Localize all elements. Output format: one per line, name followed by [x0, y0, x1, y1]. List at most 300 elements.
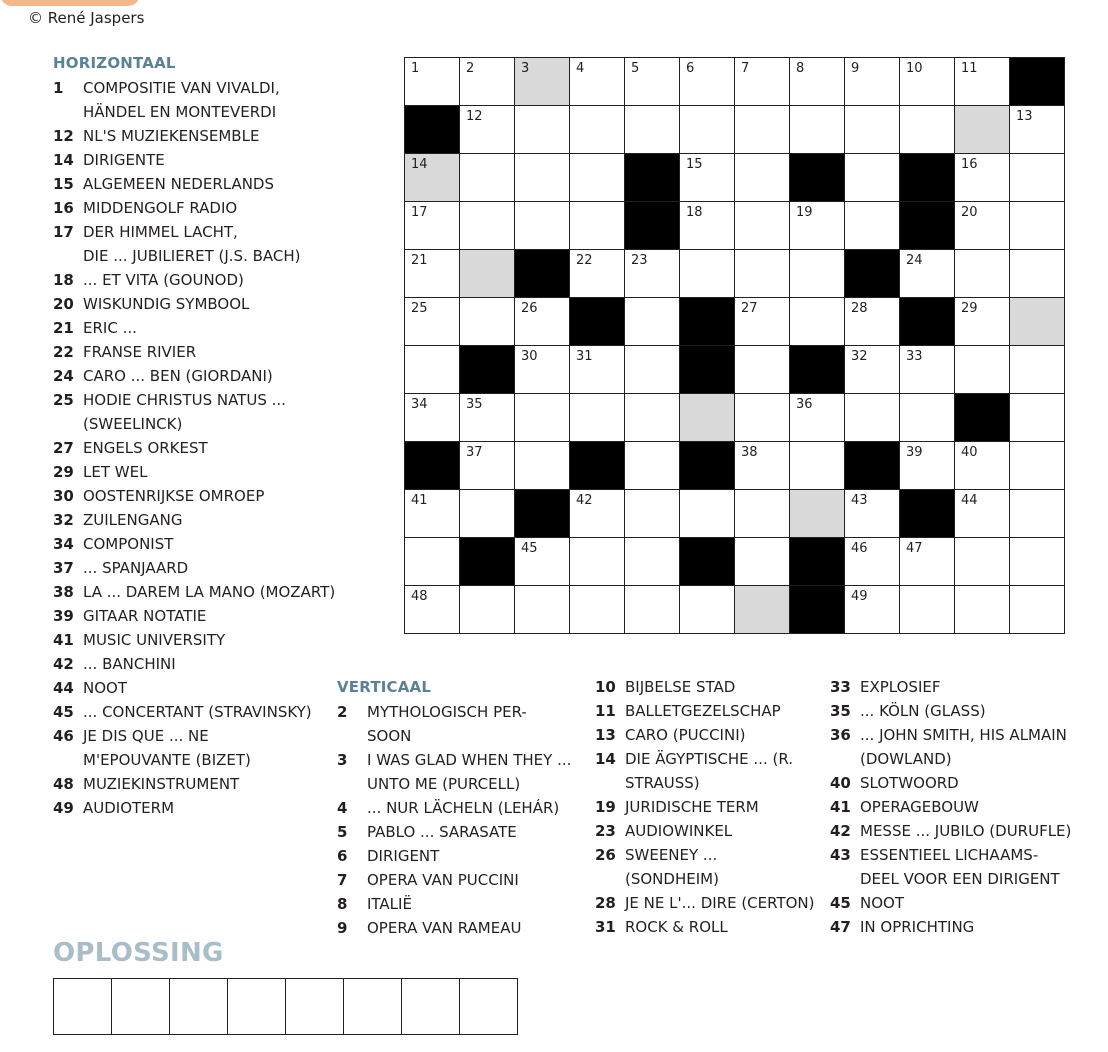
grid-cell[interactable] [460, 298, 515, 346]
clue-text: DIRIGENT [367, 847, 440, 865]
grid-cell[interactable] [845, 586, 900, 634]
grid-row [405, 394, 1065, 442]
grid-cell[interactable] [460, 442, 515, 490]
answer-row [54, 979, 518, 1035]
verticaal-clue-list-1 [337, 700, 587, 940]
grid-cell[interactable] [790, 202, 845, 250]
clue-number: 44 [53, 679, 74, 697]
grid-block-cell [570, 442, 625, 490]
grid-block-cell [515, 490, 570, 538]
grid-cell[interactable] [460, 154, 515, 202]
clue-number: 28 [595, 894, 616, 912]
clue-item [53, 604, 353, 628]
clue-text: I WAS GLAD WHEN THEY ... UNTO ME (PURCELL) [367, 751, 572, 793]
grid-cell[interactable] [625, 106, 680, 154]
clue-number: 46 [53, 727, 74, 745]
grid-cell-number: 7 [741, 61, 750, 76]
grid-block-cell [790, 538, 845, 586]
grid-cell[interactable] [900, 250, 955, 298]
clue-item [53, 436, 353, 460]
grid-cell[interactable] [405, 394, 460, 442]
clue-text: MESSE ... JUBILO (DURUFLE) [860, 822, 1072, 840]
grid-solution-cell[interactable] [460, 250, 515, 298]
clue-text: CARO (PUCCINI) [625, 726, 746, 744]
grid-cell[interactable] [515, 106, 570, 154]
clue-text: LET WEL [83, 463, 148, 481]
grid-cell[interactable] [625, 586, 680, 634]
grid-solution-cell[interactable] [790, 490, 845, 538]
grid-cell[interactable] [900, 106, 955, 154]
clue-number: 12 [53, 127, 74, 145]
clue-number: 45 [830, 894, 851, 912]
answer-box[interactable] [170, 979, 228, 1035]
grid-block-cell [900, 202, 955, 250]
grid-cell[interactable] [515, 298, 570, 346]
grid-cell[interactable] [845, 154, 900, 202]
grid-cell[interactable] [625, 58, 680, 106]
grid-cell[interactable] [790, 58, 845, 106]
grid-block-cell [845, 250, 900, 298]
clue-item [830, 675, 1085, 699]
grid-cell-number: 18 [686, 205, 703, 220]
grid-cell[interactable] [1010, 538, 1065, 586]
grid-cell[interactable] [680, 250, 735, 298]
grid-block-cell [625, 202, 680, 250]
clue-text: AUDIOWINKEL [625, 822, 733, 840]
grid-cell-number: 42 [576, 493, 593, 508]
grid-cell[interactable] [735, 394, 790, 442]
grid-cell[interactable] [735, 346, 790, 394]
clue-text: MUSIC UNIVERSITY [83, 631, 226, 649]
grid-cell-number: 20 [961, 205, 978, 220]
grid-cell[interactable] [1010, 202, 1065, 250]
clue-number: 47 [830, 918, 851, 936]
clue-number: 23 [595, 822, 616, 840]
grid-cell-number: 47 [906, 541, 923, 556]
grid-cell[interactable] [460, 586, 515, 634]
grid-cell[interactable] [900, 394, 955, 442]
grid-cell[interactable] [625, 298, 680, 346]
grid-cell[interactable] [460, 58, 515, 106]
clue-item [595, 915, 825, 939]
clue-text: NL'S MUZIEKENSEMBLE [83, 127, 260, 145]
clue-item [595, 675, 825, 699]
clue-number: 31 [595, 918, 616, 936]
grid-row [405, 490, 1065, 538]
grid-cell[interactable] [735, 298, 790, 346]
grid-cell[interactable] [405, 250, 460, 298]
clue-item [337, 916, 587, 940]
grid-block-cell [900, 490, 955, 538]
grid-cell[interactable] [735, 202, 790, 250]
grid-cell[interactable] [405, 490, 460, 538]
clue-item [53, 148, 353, 172]
grid-cell[interactable] [790, 298, 845, 346]
clue-text: ERIC ... [83, 319, 137, 337]
clue-number: 48 [53, 775, 74, 793]
clue-item [337, 700, 587, 748]
grid-cell[interactable] [1010, 394, 1065, 442]
grid-cell[interactable] [1010, 490, 1065, 538]
clue-text: COMPOSITIE VAN VIVALDI, HÄNDEL EN MONTEVERDI [83, 79, 280, 121]
grid-cell[interactable] [735, 250, 790, 298]
grid-cell-number: 37 [466, 445, 483, 460]
clue-text: AUDIOTERM [83, 799, 175, 817]
grid-cell-number: 36 [796, 397, 813, 412]
grid-cell[interactable] [625, 250, 680, 298]
grid-cell[interactable] [625, 394, 680, 442]
grid-cell[interactable] [845, 58, 900, 106]
clue-number: 32 [53, 511, 74, 529]
grid-cell[interactable] [845, 490, 900, 538]
clue-number: 39 [53, 607, 74, 625]
grid-block-cell [790, 586, 845, 634]
clue-text: ... BANCHINI [83, 655, 176, 673]
grid-cell[interactable] [955, 250, 1010, 298]
crossword-grid [404, 57, 1065, 634]
clue-number: 16 [53, 199, 74, 217]
clue-number: 35 [830, 702, 851, 720]
grid-cell[interactable] [790, 106, 845, 154]
grid-cell[interactable] [405, 202, 460, 250]
oplossing-answer-boxes [53, 978, 518, 1035]
grid-block-cell [790, 154, 845, 202]
answer-box[interactable] [228, 979, 286, 1035]
grid-cell[interactable] [680, 202, 735, 250]
clue-number: 13 [595, 726, 616, 744]
grid-block-cell [405, 106, 460, 154]
grid-cell[interactable] [515, 538, 570, 586]
grid-cell-number: 44 [961, 493, 978, 508]
grid-cell[interactable] [900, 58, 955, 106]
grid-cell-number: 45 [521, 541, 538, 556]
grid-cell[interactable] [955, 538, 1010, 586]
grid-cell[interactable] [680, 490, 735, 538]
clue-text: NOOT [860, 894, 904, 912]
grid-block-cell [845, 442, 900, 490]
grid-cell-number: 19 [796, 205, 813, 220]
grid-block-cell [680, 346, 735, 394]
grid-cell[interactable] [405, 346, 460, 394]
grid-cell[interactable] [680, 586, 735, 634]
grid-cell[interactable] [1010, 586, 1065, 634]
answer-box[interactable] [286, 979, 344, 1035]
grid-cell[interactable] [955, 202, 1010, 250]
grid-solution-cell[interactable] [955, 106, 1010, 154]
grid-cell-number: 4 [576, 61, 585, 76]
grid-cell[interactable] [515, 154, 570, 202]
clue-text: ... NUR LÄCHELN (LEHÁR) [367, 799, 560, 817]
grid-cell[interactable] [460, 394, 515, 442]
grid-cell[interactable] [570, 346, 625, 394]
grid-cell[interactable] [900, 538, 955, 586]
grid-cell[interactable] [570, 250, 625, 298]
clue-item [53, 484, 353, 508]
clue-item [53, 460, 353, 484]
clue-text: ESSENTIEEL LICHAAMS- DEEL VOOR EEN DIRIGENT [860, 846, 1060, 888]
clue-number: 33 [830, 678, 851, 696]
clue-number: 8 [337, 895, 348, 913]
grid-cell-number: 27 [741, 301, 758, 316]
clue-item [337, 820, 587, 844]
clue-item [595, 795, 825, 819]
grid-cell[interactable] [625, 538, 680, 586]
clue-number: 14 [595, 750, 616, 768]
clue-number: 30 [53, 487, 74, 505]
clue-text: MIDDENGOLF RADIO [83, 199, 238, 217]
oplossing-title: OPLOSSING [53, 938, 224, 968]
answer-box[interactable] [54, 979, 112, 1035]
grid-cell-number: 39 [906, 445, 923, 460]
clue-text: DIE ÄGYPTISCHE ... (R. STRAUSS) [625, 750, 793, 792]
clue-item [337, 748, 587, 796]
grid-cell[interactable] [900, 442, 955, 490]
grid-cell[interactable] [955, 442, 1010, 490]
clue-number: 10 [595, 678, 616, 696]
clue-item [53, 292, 353, 316]
clue-text: MYTHOLOGISCH PER- SOON [367, 703, 527, 745]
grid-cell-number: 23 [631, 253, 648, 268]
grid-cell[interactable] [735, 106, 790, 154]
grid-cell[interactable] [1010, 250, 1065, 298]
clue-text: ENGELS ORKEST [83, 439, 208, 457]
grid-row [405, 346, 1065, 394]
grid-cell-number: 15 [686, 157, 703, 172]
grid-cell[interactable] [955, 490, 1010, 538]
clue-number: 26 [595, 846, 616, 864]
grid-cell-number: 30 [521, 349, 538, 364]
clue-item [53, 556, 353, 580]
grid-cell[interactable] [570, 154, 625, 202]
grid-solution-cell[interactable] [405, 154, 460, 202]
grid-cell[interactable] [955, 154, 1010, 202]
grid-cell[interactable] [570, 202, 625, 250]
clue-number: 27 [53, 439, 74, 457]
grid-row [405, 538, 1065, 586]
grid-cell[interactable] [570, 586, 625, 634]
grid-cell-number: 25 [411, 301, 428, 316]
grid-cell[interactable] [735, 58, 790, 106]
clue-number: 29 [53, 463, 74, 481]
grid-cell-number: 2 [466, 61, 475, 76]
clue-number: 14 [53, 151, 74, 169]
grid-cell[interactable] [955, 586, 1010, 634]
grid-cell-number: 1 [411, 61, 420, 76]
clue-number: 7 [337, 871, 348, 889]
clue-text: EXPLOSIEF [860, 678, 941, 696]
clue-text: ... SPANJAARD [83, 559, 189, 577]
grid-cell[interactable] [735, 154, 790, 202]
grid-solution-cell[interactable] [1010, 298, 1065, 346]
grid-block-cell [790, 346, 845, 394]
grid-cell[interactable] [625, 346, 680, 394]
grid-cell[interactable] [405, 58, 460, 106]
grid-cell[interactable] [515, 346, 570, 394]
grid-block-cell [680, 442, 735, 490]
clue-text: PABLO ... SARASATE [367, 823, 517, 841]
clue-item [830, 771, 1085, 795]
clue-number: 37 [53, 559, 74, 577]
grid-cell[interactable] [570, 58, 625, 106]
clue-number: 15 [53, 175, 74, 193]
clue-number: 9 [337, 919, 348, 937]
grid-cell[interactable] [570, 490, 625, 538]
verticaal-heading: VERTICAAL [337, 678, 432, 696]
clue-number: 36 [830, 726, 851, 744]
grid-cell-number: 29 [961, 301, 978, 316]
grid-block-cell [405, 442, 460, 490]
grid-row [405, 154, 1065, 202]
clue-number: 11 [595, 702, 616, 720]
clue-item [53, 508, 353, 532]
clue-number: 20 [53, 295, 74, 313]
grid-cell[interactable] [460, 106, 515, 154]
clue-item [53, 628, 353, 652]
grid-block-cell [625, 154, 680, 202]
grid-row [405, 442, 1065, 490]
clue-number: 42 [830, 822, 851, 840]
grid-cell[interactable] [625, 490, 680, 538]
grid-cell-number: 33 [906, 349, 923, 364]
grid-cell[interactable] [845, 106, 900, 154]
clue-number: 17 [53, 223, 74, 241]
grid-cell[interactable] [570, 538, 625, 586]
grid-cell[interactable] [405, 586, 460, 634]
grid-cell[interactable] [955, 346, 1010, 394]
clue-text: ... KÖLN (GLASS) [860, 702, 986, 720]
clue-item [595, 699, 825, 723]
clue-item [53, 340, 353, 364]
clue-number: 43 [830, 846, 851, 864]
clue-text: LA ... DAREM LA MANO (MOZART) [83, 583, 336, 601]
grid-cell[interactable] [1010, 442, 1065, 490]
grid-cell[interactable] [1010, 106, 1065, 154]
grid-cell-number: 13 [1016, 109, 1033, 124]
grid-cell[interactable] [515, 202, 570, 250]
grid-cell[interactable] [405, 298, 460, 346]
grid-cell[interactable] [625, 442, 680, 490]
answer-box[interactable] [112, 979, 170, 1035]
answer-box[interactable] [344, 979, 402, 1035]
grid-cell[interactable] [845, 346, 900, 394]
answer-box[interactable] [460, 979, 518, 1035]
grid-cell[interactable] [900, 586, 955, 634]
grid-cell[interactable] [735, 538, 790, 586]
grid-cell[interactable] [405, 538, 460, 586]
grid-cell[interactable] [790, 442, 845, 490]
grid-cell[interactable] [845, 394, 900, 442]
clue-text: OPERAGEBOUW [860, 798, 979, 816]
grid-cell[interactable] [460, 202, 515, 250]
clue-number: 41 [53, 631, 74, 649]
grid-cell-number: 11 [961, 61, 978, 76]
clue-number: 5 [337, 823, 348, 841]
clue-number: 3 [337, 751, 348, 769]
grid-cell[interactable] [515, 586, 570, 634]
clue-number: 42 [53, 655, 74, 673]
clue-item [830, 819, 1085, 843]
grid-cell[interactable] [735, 490, 790, 538]
grid-block-cell [900, 154, 955, 202]
verticaal-clue-list-3 [830, 675, 1085, 939]
clue-item [53, 268, 353, 292]
grid-cell[interactable] [955, 58, 1010, 106]
grid-solution-cell[interactable] [680, 394, 735, 442]
grid-cell[interactable] [900, 346, 955, 394]
grid-cell-number: 5 [631, 61, 640, 76]
clue-item [53, 196, 353, 220]
clue-number: 18 [53, 271, 74, 289]
grid-cell-number: 48 [411, 589, 428, 604]
clue-item [337, 892, 587, 916]
grid-cell[interactable] [515, 394, 570, 442]
clue-item [53, 700, 353, 724]
clue-item [337, 796, 587, 820]
grid-cell[interactable] [680, 154, 735, 202]
grid-cell-number: 3 [521, 61, 530, 76]
grid-block-cell [955, 394, 1010, 442]
clue-text: OPERA VAN PUCCINI [367, 871, 519, 889]
grid-cell[interactable] [680, 106, 735, 154]
clue-item [53, 364, 353, 388]
grid-cell-number: 28 [851, 301, 868, 316]
clue-item [595, 723, 825, 747]
clue-item [830, 723, 1085, 771]
grid-cell[interactable] [845, 202, 900, 250]
answer-box[interactable] [402, 979, 460, 1035]
grid-block-cell [680, 538, 735, 586]
grid-block-cell [570, 298, 625, 346]
grid-solution-cell[interactable] [515, 58, 570, 106]
grid-cell[interactable] [955, 298, 1010, 346]
grid-cell[interactable] [790, 394, 845, 442]
clue-text: ZUILENGANG [83, 511, 183, 529]
grid-row [405, 202, 1065, 250]
clue-text: IN OPRICHTING [860, 918, 975, 936]
clue-text: JE NE L'... DIRE (CERTON) [625, 894, 815, 912]
grid-cell[interactable] [515, 442, 570, 490]
clue-item [53, 532, 353, 556]
grid-cell[interactable] [845, 538, 900, 586]
clue-item [595, 843, 825, 891]
grid-cell[interactable] [845, 298, 900, 346]
clue-text: HODIE CHRISTUS NATUS ... (SWEELINCK) [83, 391, 286, 433]
clue-item [337, 844, 587, 868]
clue-text: ... JOHN SMITH, HIS ALMAIN (DOWLAND) [860, 726, 1067, 768]
clue-number: 34 [53, 535, 74, 553]
grid-cell-number: 32 [851, 349, 868, 364]
grid-cell[interactable] [1010, 346, 1065, 394]
clue-text: SWEENEY ... (SONDHEIM) [625, 846, 719, 888]
clue-text: JE DIS QUE ... NE M'EPOUVANTE (BIZET) [83, 727, 251, 769]
clue-text: BIJBELSE STAD [625, 678, 736, 696]
clue-item [595, 891, 825, 915]
grid-cell[interactable] [570, 106, 625, 154]
grid-cell-number: 35 [466, 397, 483, 412]
grid-cell[interactable] [735, 442, 790, 490]
grid-cell[interactable] [790, 250, 845, 298]
clue-item [830, 795, 1085, 819]
grid-cell-number: 22 [576, 253, 593, 268]
grid-cell[interactable] [680, 58, 735, 106]
grid-solution-cell[interactable] [735, 586, 790, 634]
grid-cell-number: 40 [961, 445, 978, 460]
clue-number: 49 [53, 799, 74, 817]
grid-cell[interactable] [570, 394, 625, 442]
grid-cell-number: 16 [961, 157, 978, 172]
grid-cell[interactable] [460, 490, 515, 538]
grid-cell[interactable] [1010, 154, 1065, 202]
